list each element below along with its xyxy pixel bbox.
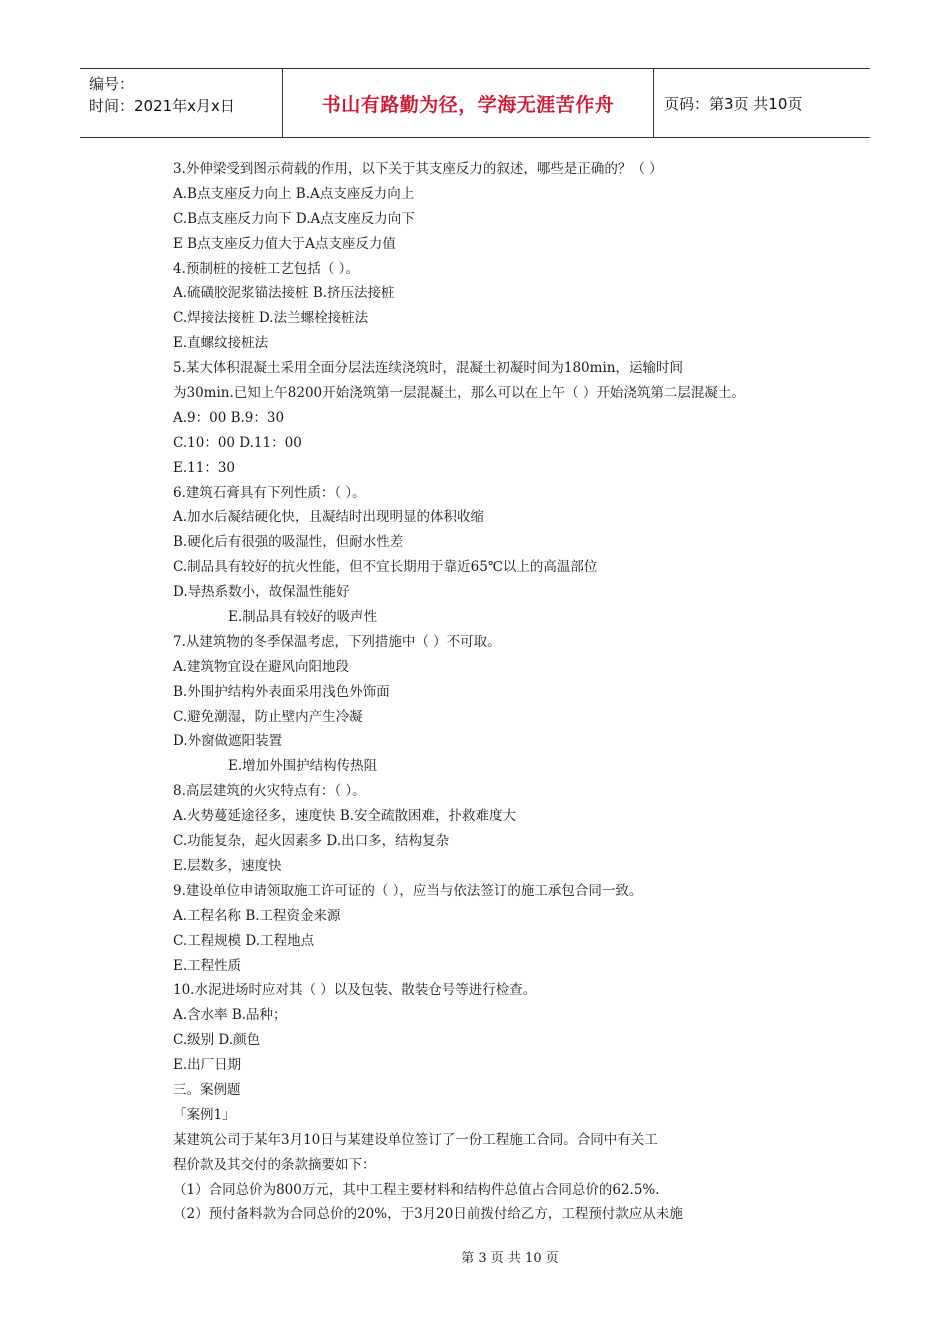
text-line: 10.水泥进场时应对其（ ）以及包装、散装仓号等进行检查。 (173, 982, 537, 999)
text-line: 5.某大体积混凝土采用全面分层法连续浇筑时，混凝土初凝时间为180min，运输时间 (173, 360, 683, 377)
text-line: E B点支座反力值大于A点支座反力值 (173, 235, 396, 252)
text-line: B.硬化后有很强的吸湿性，但耐水性差 (173, 534, 404, 551)
header-page-number: 页码：第3页 共10页 (664, 94, 803, 113)
text-line: 4.预制桩的接桩工艺包括（ ）。 (173, 260, 359, 277)
text-line: 9.建设单位申请领取施工许可证的（ ），应当与依法签订的施工承包合同一致。 (173, 882, 643, 899)
text-line: C.制品具有较好的抗火性能，但不宜长期用于靠近65℃以上的高温部位 (173, 559, 598, 576)
document-body (173, 157, 813, 1227)
text-line: E.11：30 (173, 459, 236, 476)
text-line: 某建筑公司于某年3月10日与某建设单位签订了一份工程施工合同。合同中有关工 (173, 1131, 658, 1148)
text-line: C.工程规模 D.工程地点 (173, 932, 315, 949)
text-line: （2）预付备料款为合同总价的20%，于3月20日前拨付给乙方，工程预付款应从未施 (173, 1206, 683, 1223)
text-line: A.硫磺胶泥浆锚法接桩 B.挤压法接桩 (173, 285, 395, 302)
text-line: A.B点支座反力向上 B.A点支座反力向上 (173, 185, 415, 202)
text-line: A.加水后凝结硬化快，且凝结时出现明显的体积收缩 (173, 509, 485, 526)
text-line: 7.从建筑物的冬季保温考虑，下列措施中（ ）不可取。 (173, 633, 501, 650)
text-line: C.避免潮湿，防止壁内产生冷凝 (173, 708, 363, 725)
text-line: 程价款及其交付的条款摘要如下： (173, 1156, 376, 1173)
text-line: A.建筑物宜设在避风向阳地段 (173, 658, 350, 675)
text-line: E.层数多，速度快 (173, 857, 282, 874)
text-line: C.10：00 D.11：00 (173, 434, 302, 451)
text-line: E.出厂日期 (173, 1057, 242, 1074)
text-line: C.级别 D.颜色 (173, 1032, 261, 1049)
text-line: C.B点支座反力向下 D.A点支座反力向下 (173, 210, 415, 227)
text-line: 「案例1」 (173, 1106, 236, 1123)
text-line: 8.高层建筑的火灾特点有：（ ）。 (173, 783, 366, 800)
text-line: D.外窗做遮阳装置 (173, 733, 283, 750)
page-footer: 第 3 页 共 10 页 (461, 1251, 559, 1266)
text-line: E.增加外围护结构传热阻 (228, 758, 378, 775)
header-motto-cell (283, 69, 654, 137)
header-motto: 书山有路勤为径，学海无涯苦作舟 (321, 93, 615, 116)
text-line: A.火势蔓延途径多，速度快 B.安全疏散困难，扑救难度大 (173, 808, 517, 825)
document-header (80, 68, 870, 138)
text-line: （1）合同总价为800万元，其中工程主要材料和结构件总值占合同总价的62.5%. (173, 1181, 660, 1198)
text-line: B.外围护结构外表面采用浅色外饰面 (173, 683, 390, 700)
text-line: 为30min.已知上午8200开始浇筑第一层混凝土，那么可以在上午（ ）开始浇筑第二层混凝土。 (173, 385, 745, 402)
document-date: 时间：2021年x月x日 (89, 97, 235, 115)
text-line: A.9：00 B.9：30 (173, 409, 285, 426)
text-line: E.直螺纹接桩法 (173, 335, 269, 352)
text-line: E.制品具有较好的吸声性 (228, 609, 378, 626)
text-line: 6.建筑石膏具有下列性质：（ ）。 (173, 484, 366, 501)
header-page-cell (654, 69, 870, 137)
text-line: 3.外伸梁受到图示荷载的作用，以下关于其支座反力的叙述，哪些是正确的？（ ） (173, 161, 663, 177)
text-line: A.工程名称 B.工程资金来源 (173, 907, 341, 924)
text-line: C.功能复杂，起火因素多 D.出口多，结构复杂 (173, 833, 450, 850)
text-line: D.导热系数小，故保温性能好 (173, 584, 350, 601)
text-line: E.工程性质 (173, 957, 242, 974)
text-line: A.含水率 B.品种； (173, 1007, 287, 1024)
document-number: 编号： (89, 75, 135, 93)
header-info-cell (80, 69, 283, 137)
text-line: 三。案例题 (173, 1081, 241, 1098)
text-line: C.焊接法接桩 D.法兰螺栓接桩法 (173, 310, 369, 327)
